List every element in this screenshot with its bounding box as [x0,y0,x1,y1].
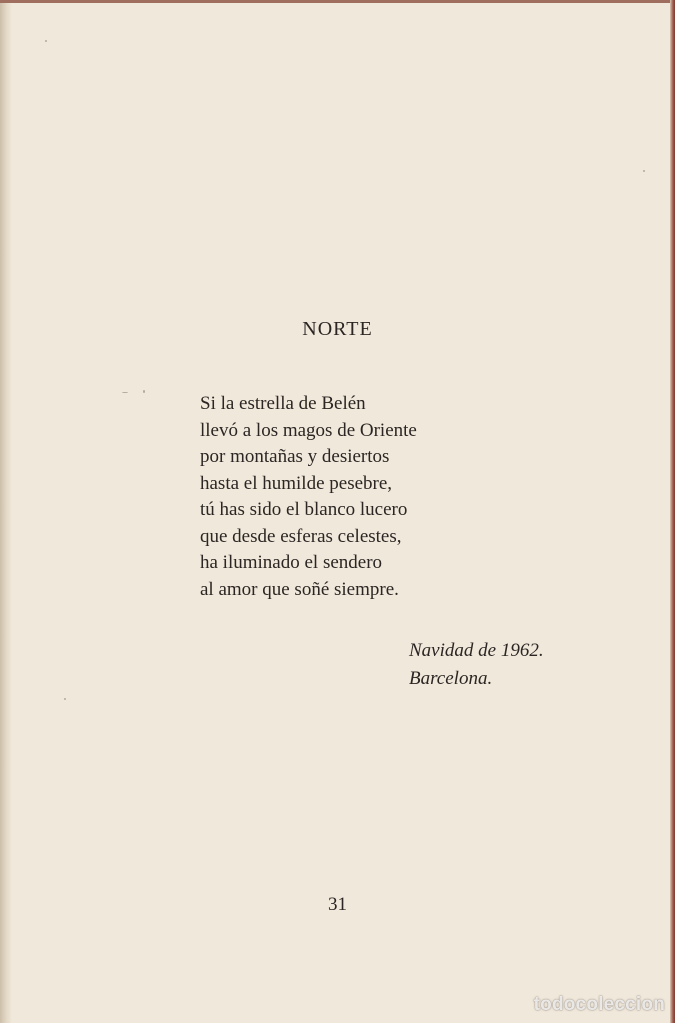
poem-line: ha iluminado el sendero [200,552,383,573]
watermark-logo: todocoleccion [533,994,665,1015]
poem-body [200,391,417,603]
paper-speck [45,40,47,42]
paper-speck [643,170,645,172]
paper-speck [64,698,66,700]
signature-place: Barcelona. [409,668,493,689]
page-top-edge [0,0,675,3]
poem-line: que desde esferas celestes, [200,525,402,547]
page-number: 31 [328,894,347,915]
signature-date: Navidad de 1962. [409,640,544,661]
paper-speck [143,390,145,393]
poem-line: Si la estrella de Belén [200,393,366,414]
binding-shadow [0,0,12,1023]
page-right-edge [670,0,675,1023]
poem-line: hasta el humilde pesebre, [200,472,393,494]
poem-line: llevó a los magos de Oriente [200,419,417,441]
poem-signature [409,637,544,693]
poem-title: NORTE [302,318,373,340]
poem-line: tú has sido el blanco lucero [200,499,408,520]
poem-line: por montañas y desiertos [200,446,390,467]
poem-line: al amor que soñé siempre. [200,578,399,600]
paper-speck [122,392,128,393]
